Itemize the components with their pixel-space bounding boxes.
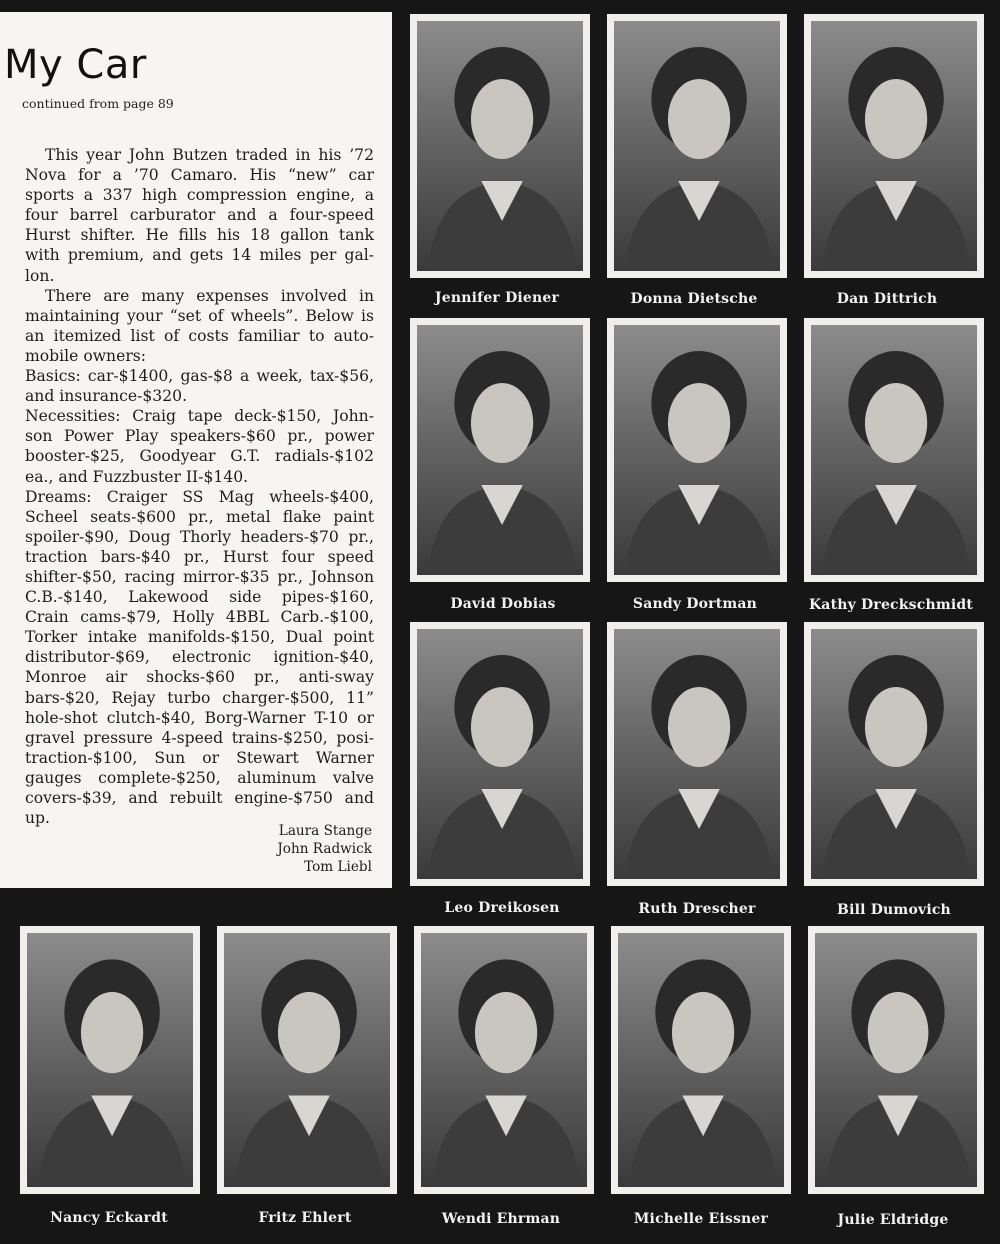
student-name: Jennifer Diener [434,290,560,306]
student-photo [410,622,590,886]
student-name: David Dobias [450,596,556,612]
portrait-silhouette [815,933,977,1187]
student-name: Donna Dietsche [630,291,758,307]
student-name: Fritz Ehlert [258,1210,352,1226]
portrait-silhouette [614,325,780,575]
student-photo [804,318,984,582]
student-photo [808,926,984,1194]
portrait-silhouette [811,629,977,879]
student-photo [611,926,791,1194]
article-paragraph: Necessities: Craig tape deck-$150, John-son Power Play speakers-$60 pr., power booster-$25, Goodyear G.T. radials-$102 ea., and Fuzzbuster II-$140. [25,407,374,486]
student-photo [607,622,787,886]
student-name: Dan Dittrich [836,291,938,307]
student-name: Kathy Dreckschmidt [808,597,974,613]
portrait-silhouette [417,21,583,271]
student-name: Sandy Dortman [632,596,758,612]
portrait-silhouette [27,933,193,1187]
article-body [25,145,374,828]
portrait-silhouette [618,933,784,1187]
portrait-silhouette [421,933,587,1187]
article-paragraph: There are many expenses involved in maintaining your “set of wheels”. Below is an itemized list of costs familiar to auto-mobile owners: [25,286,374,365]
student-photo [804,14,984,278]
portrait-silhouette [811,21,977,271]
portrait-silhouette [417,629,583,879]
student-photo [217,926,397,1194]
student-photo [410,14,590,278]
student-photo [607,318,787,582]
student-name: Michelle Eissner [633,1211,769,1227]
article-credits [277,822,372,876]
student-photo [804,622,984,886]
student-name: Leo Dreikosen [444,900,560,916]
portrait-silhouette [224,933,390,1187]
article-panel [0,12,392,888]
student-name: Nancy Eckardt [50,1210,168,1226]
credit-author: John Radwick [277,841,372,857]
student-photo [20,926,200,1194]
student-photo [410,318,590,582]
student-photo [607,14,787,278]
student-name: Wendi Ehrman [441,1211,561,1227]
portrait-silhouette [417,325,583,575]
student-photo [414,926,594,1194]
credit-author: Tom Liebl [304,859,372,875]
student-name: Julie Eldridge [837,1212,949,1228]
continued-note: continued from page 89 [22,96,174,111]
article-paragraph: Dreams: Craiger SS Mag wheels-$400, Scheel seats-$600 pr., metal flake paint spoiler-$90, Doug Thorly headers-$70 pr., traction bars-$40 pr., Hurst four speed shifter-$50, racing mirror-$35 pr., Johnson C.B.-$140, Lakewood side pipes-$160, Crain cams-$79, Holly 4BBL Carb.-$100, Torker intake manifolds-$150, Dual point distributor-$69, electronic ignition-$40, Monroe air shocks-$60 pr., anti-sway bars-$20, Rejay turbo charger-$500, 11” hole-shot clutch-$40, Borg-Warner T-10 or gravel pressure 4-speed trains-$250, posi-traction-$100, Sun or Stewart Warner gauges complete-$250, aluminum valve covers-$39, and rebuilt engine-$750 and up. [25,487,374,828]
portrait-silhouette [811,325,977,575]
student-name: Bill Dumovich [837,902,951,918]
portrait-silhouette [614,21,780,271]
article-paragraph: This year John Butzen traded in his ’72 Nova for a ’70 Camaro. His “new” car sports a 337 high compression engine, a four barrel carburator and a four-speed Hurst shifter. He fills his 18 gallon tank with premium, and gets 14 miles per gal-lon. [25,146,374,285]
article-paragraph: Basics: car-$1400, gas-$8 a week, tax-$56, and insurance-$320. [25,367,374,406]
portrait-silhouette [614,629,780,879]
student-name: Ruth Drescher [638,901,756,917]
credit-author: Laura Stange [278,823,372,839]
article-title: My Car [4,42,147,88]
